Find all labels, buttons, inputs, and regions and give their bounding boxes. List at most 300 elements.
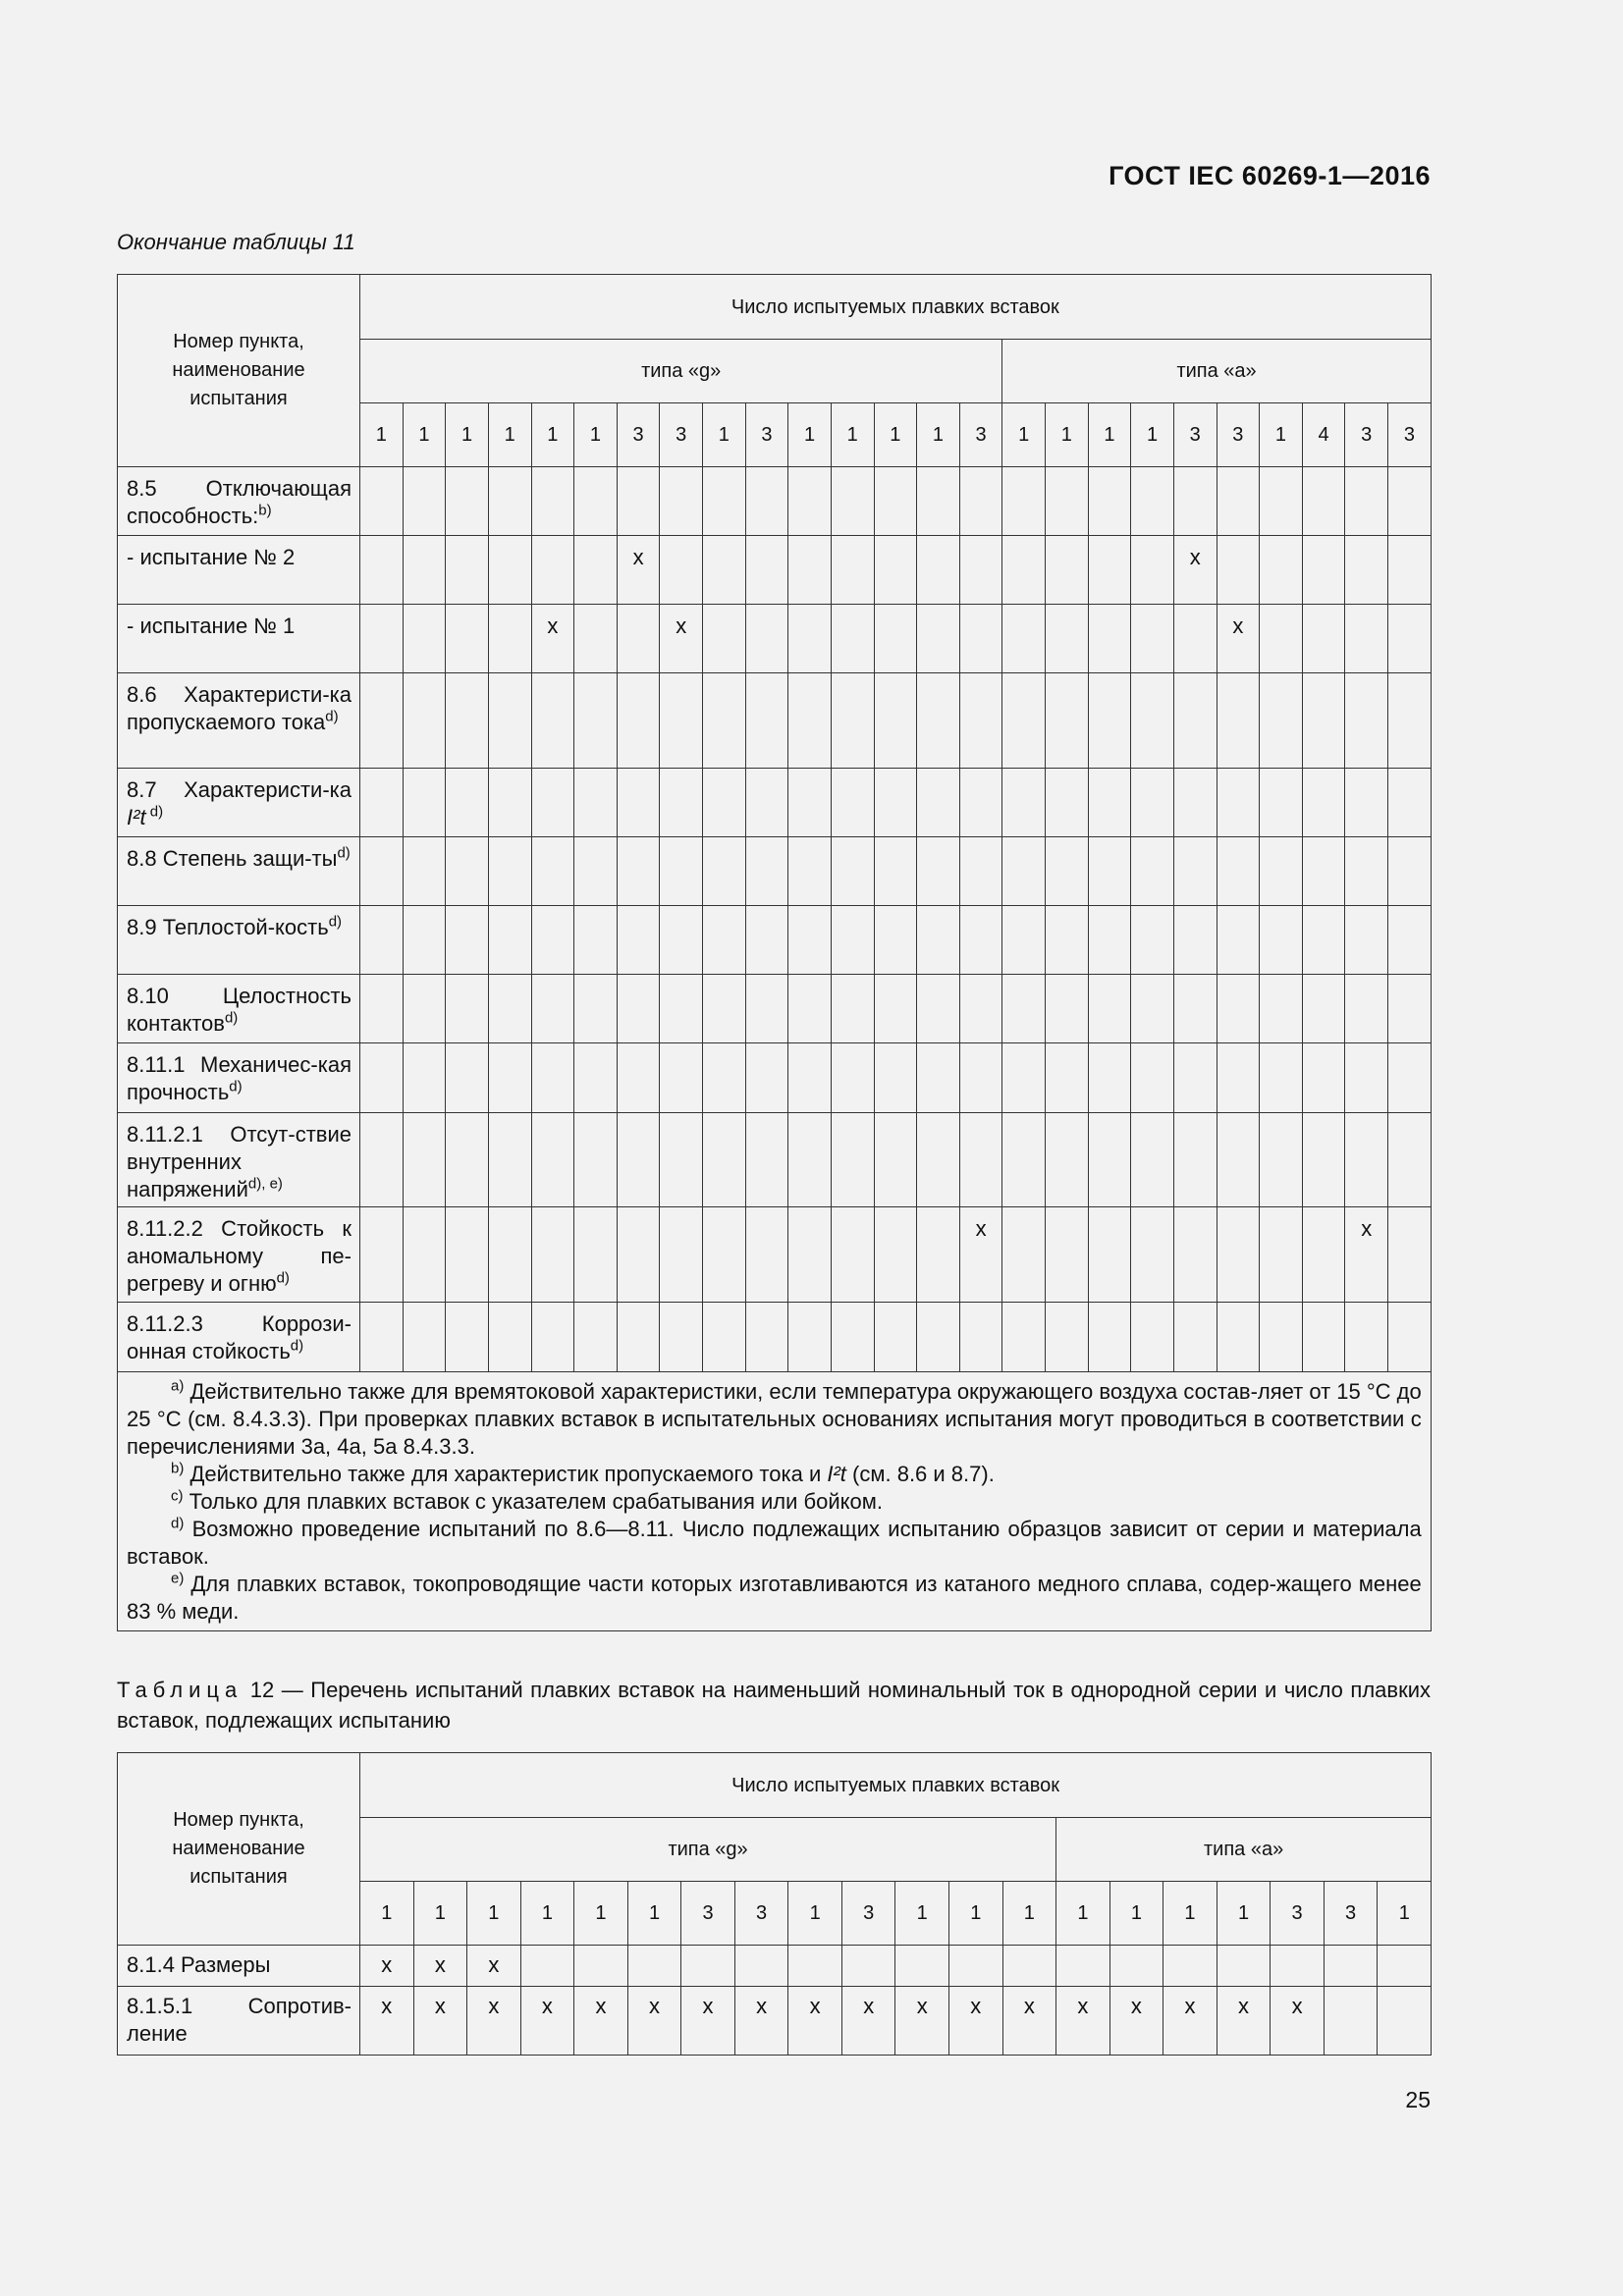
- test-mark-cell: [959, 1113, 1002, 1207]
- test-name-cell: [118, 1987, 360, 2056]
- test-mark-cell: x: [360, 1987, 414, 2056]
- test-mark-cell: [703, 1113, 746, 1207]
- test-mark-cell: [1345, 673, 1388, 769]
- test-name-cell: [118, 467, 360, 536]
- footnote-text-end: (см. 8.6 и 8.7).: [845, 1462, 995, 1486]
- test-mark-cell: [917, 673, 960, 769]
- test-mark-cell: [1345, 1113, 1388, 1207]
- test-mark-cell: [488, 605, 531, 673]
- sample-count-cell: 1: [467, 1882, 521, 1946]
- test-mark-cell: [917, 536, 960, 605]
- sample-count-cell: 1: [874, 403, 917, 467]
- test-mark-cell: [1217, 906, 1260, 975]
- footnote-marker: d): [171, 1515, 185, 1532]
- sample-count-cell: 3: [1324, 1882, 1378, 1946]
- test-mark-cell: [745, 605, 788, 673]
- type-g-header: типа «g»: [360, 1818, 1056, 1882]
- test-mark-cell: [1217, 673, 1260, 769]
- test-mark-cell: [734, 1946, 788, 1987]
- sample-count-cell: 3: [1271, 1882, 1325, 1946]
- test-mark-cell: [403, 1113, 446, 1207]
- test-mark-cell: [360, 906, 404, 975]
- test-mark-cell: x: [949, 1987, 1003, 2056]
- test-mark-cell: [788, 906, 832, 975]
- test-mark-cell: [1088, 1207, 1131, 1303]
- test-mark-cell: x: [734, 1987, 788, 2056]
- test-mark-cell: [703, 975, 746, 1043]
- test-mark-cell: [1173, 837, 1217, 906]
- test-mark-cell: [360, 837, 404, 906]
- test-mark-cell: [745, 906, 788, 975]
- test-mark-cell: x: [895, 1987, 949, 2056]
- test-mark-cell: [617, 1043, 660, 1113]
- test-mark-cell: [788, 837, 832, 906]
- test-mark-cell: [1173, 467, 1217, 536]
- test-mark-cell: [488, 467, 531, 536]
- sample-count-cell: 1: [446, 403, 489, 467]
- sample-count-cell: 1: [895, 1882, 949, 1946]
- test-mark-cell: [1260, 769, 1303, 837]
- sample-count-cell: 1: [1109, 1882, 1163, 1946]
- test-mark-cell: [1302, 1043, 1345, 1113]
- table-row: [118, 605, 1432, 673]
- sample-count-cell: 1: [574, 1882, 628, 1946]
- test-mark-cell: [360, 769, 404, 837]
- sample-count-cell: 4: [1302, 403, 1345, 467]
- test-mark-cell: [1002, 605, 1046, 673]
- test-mark-cell: [959, 1303, 1002, 1372]
- test-mark-cell: x: [617, 536, 660, 605]
- test-mark-cell: [1002, 1207, 1046, 1303]
- test-mark-cell: [1088, 1113, 1131, 1207]
- fuse-count-header: Число испытуемых плавких вставок: [360, 1753, 1432, 1818]
- test-mark-cell: x: [413, 1946, 467, 1987]
- test-mark-cell: [959, 673, 1002, 769]
- test-mark-cell: [745, 837, 788, 906]
- test-name: 8.11.1 Механичес-кая прочность: [127, 1052, 352, 1104]
- test-mark-cell: [831, 906, 874, 975]
- test-mark-cell: [788, 1207, 832, 1303]
- test-name: - испытание № 2: [127, 545, 296, 569]
- sample-count-cell: 1: [403, 403, 446, 467]
- test-mark-cell: [1388, 1043, 1432, 1113]
- test-mark-cell: [1088, 467, 1131, 536]
- test-mark-cell: [446, 1207, 489, 1303]
- test-mark-cell: x: [1271, 1987, 1325, 2056]
- test-mark-cell: [1131, 906, 1174, 975]
- sample-count-cell: 1: [949, 1882, 1003, 1946]
- test-mark-cell: [1302, 605, 1345, 673]
- test-mark-cell: [1302, 769, 1345, 837]
- test-mark-cell: [745, 1207, 788, 1303]
- table-row: [118, 1987, 1432, 2056]
- test-mark-cell: [745, 467, 788, 536]
- test-mark-cell: [788, 1113, 832, 1207]
- test-mark-cell: [1088, 673, 1131, 769]
- test-mark-cell: [360, 1113, 404, 1207]
- test-mark-cell: [1217, 837, 1260, 906]
- test-mark-cell: [745, 1043, 788, 1113]
- test-name: 8.8 Степень защи-ты: [127, 846, 338, 871]
- test-name: 8.10 Целостность контактов: [127, 984, 352, 1036]
- test-mark-cell: [617, 1207, 660, 1303]
- test-mark-cell: [874, 467, 917, 536]
- test-mark-cell: [831, 605, 874, 673]
- test-mark-cell: [1260, 1303, 1303, 1372]
- test-mark-cell: [1302, 467, 1345, 536]
- test-name-cell: [118, 1207, 360, 1303]
- test-mark-cell: x: [413, 1987, 467, 2056]
- test-name: 8.1.4 Размеры: [127, 1952, 271, 1977]
- test-mark-cell: [917, 906, 960, 975]
- test-name-cell: [118, 837, 360, 906]
- test-mark-cell: [703, 605, 746, 673]
- table-12: [117, 1752, 1432, 2056]
- test-mark-cell: x: [1056, 1987, 1110, 2056]
- test-name: 8.11.2.1 Отсут-ствие внутренних напряжений: [127, 1122, 352, 1201]
- test-mark-cell: [1302, 906, 1345, 975]
- test-mark-cell: [1173, 1113, 1217, 1207]
- test-mark-cell: [1302, 1303, 1345, 1372]
- footnote-ref: d): [229, 1078, 243, 1095]
- test-mark-cell: [1046, 673, 1089, 769]
- test-mark-cell: [1002, 975, 1046, 1043]
- type-g-header: типа «g»: [360, 340, 1002, 403]
- test-mark-cell: [1002, 1113, 1046, 1207]
- table-row: [118, 467, 1432, 536]
- test-mark-cell: [520, 1946, 574, 1987]
- test-mark-cell: x: [627, 1987, 681, 2056]
- footnote-ref: d): [328, 913, 343, 931]
- test-mark-cell: [488, 1113, 531, 1207]
- footnote-text: Действительно также для времятоковой характеристики, если температура окружающего воздуха состав-ляет от 15 °С до 25 °С (см. 8.4.3.3). При проверках плавких вставок в испытательных основаниях испытания могут проводиться в соответствии с перечислениями 3а, 4а, 5а 8.4.3.3.: [127, 1379, 1422, 1459]
- test-mark-cell: [959, 605, 1002, 673]
- test-mark-cell: [617, 1113, 660, 1207]
- test-mark-cell: [703, 769, 746, 837]
- sample-count-cell: 1: [413, 1882, 467, 1946]
- test-mark-cell: [1163, 1946, 1217, 1987]
- test-mark-cell: [660, 1113, 703, 1207]
- sample-count-cell: 3: [1388, 403, 1432, 467]
- test-mark-cell: x: [841, 1987, 895, 2056]
- sample-count-cell: 1: [1163, 1882, 1217, 1946]
- test-mark-cell: [874, 1303, 917, 1372]
- test-mark-cell: [1345, 1043, 1388, 1113]
- test-mark-cell: x: [467, 1987, 521, 2056]
- sample-count-cell: 1: [1002, 403, 1046, 467]
- footnote: [127, 1461, 1422, 1488]
- sample-count-cell: 3: [681, 1882, 735, 1946]
- test-mark-cell: [959, 467, 1002, 536]
- test-mark-cell: [1088, 536, 1131, 605]
- test-mark-cell: [1131, 1303, 1174, 1372]
- test-mark-cell: [788, 536, 832, 605]
- test-name-cell: [118, 1946, 360, 1987]
- test-mark-cell: [831, 536, 874, 605]
- test-mark-cell: [1388, 1303, 1432, 1372]
- test-mark-cell: [681, 1946, 735, 1987]
- test-mark-cell: [1260, 1207, 1303, 1303]
- test-mark-cell: [403, 1207, 446, 1303]
- test-mark-cell: [1378, 1987, 1432, 2056]
- sample-count-cell: 1: [788, 1882, 842, 1946]
- test-mark-cell: [1046, 1303, 1089, 1372]
- test-mark-cell: [1056, 1946, 1110, 1987]
- sample-count-cell: 3: [745, 403, 788, 467]
- table-row: [118, 1946, 1432, 1987]
- test-mark-cell: [874, 1043, 917, 1113]
- sample-count-cell: 1: [1260, 403, 1303, 467]
- test-mark-cell: [1046, 906, 1089, 975]
- test-mark-cell: x: [1163, 1987, 1217, 2056]
- test-mark-cell: [617, 906, 660, 975]
- test-mark-cell: [1131, 1043, 1174, 1113]
- test-name-cell: [118, 536, 360, 605]
- test-mark-cell: [1046, 1113, 1089, 1207]
- test-mark-cell: [1131, 837, 1174, 906]
- test-mark-cell: [1131, 975, 1174, 1043]
- test-mark-cell: [959, 906, 1002, 975]
- test-mark-cell: [1388, 605, 1432, 673]
- test-mark-cell: [446, 536, 489, 605]
- sample-count-cell: 1: [574, 403, 618, 467]
- footnote-marker: b): [171, 1460, 185, 1477]
- test-mark-cell: [1302, 673, 1345, 769]
- test-mark-cell: [959, 1043, 1002, 1113]
- test-mark-cell: x: [574, 1987, 628, 2056]
- test-mark-cell: [574, 536, 618, 605]
- test-name: 8.7 Характеристи-ка: [127, 777, 352, 802]
- standard-designation: ГОСТ IEC 60269-1—2016: [1109, 161, 1431, 190]
- test-mark-cell: [574, 1113, 618, 1207]
- test-mark-cell: [660, 536, 703, 605]
- test-mark-cell: [1002, 673, 1046, 769]
- test-mark-cell: [917, 1113, 960, 1207]
- test-mark-cell: x: [360, 1946, 414, 1987]
- sample-count-cell: 1: [1046, 403, 1089, 467]
- sample-count-cell: 1: [831, 403, 874, 467]
- test-mark-cell: [1046, 769, 1089, 837]
- test-mark-cell: [360, 1303, 404, 1372]
- test-mark-cell: [703, 1303, 746, 1372]
- test-mark-cell: [1217, 975, 1260, 1043]
- type-a-header: типа «a»: [1002, 340, 1431, 403]
- test-mark-cell: [1260, 467, 1303, 536]
- test-mark-cell: [531, 1043, 574, 1113]
- test-mark-cell: [574, 1303, 618, 1372]
- test-mark-cell: [1260, 536, 1303, 605]
- sample-count-cell: 1: [1378, 1882, 1432, 1946]
- test-mark-cell: [831, 467, 874, 536]
- test-mark-cell: [403, 906, 446, 975]
- test-mark-cell: [874, 673, 917, 769]
- table-footnotes: [118, 1372, 1432, 1631]
- test-mark-cell: [1131, 605, 1174, 673]
- test-mark-cell: [617, 975, 660, 1043]
- test-mark-cell: [1131, 467, 1174, 536]
- test-mark-cell: x: [1109, 1987, 1163, 2056]
- test-mark-cell: [1173, 673, 1217, 769]
- test-mark-cell: [745, 673, 788, 769]
- test-mark-cell: [488, 906, 531, 975]
- sample-count-cell: 1: [1056, 1882, 1110, 1946]
- type-a-header: типа «a»: [1056, 1818, 1432, 1882]
- test-name-cell: [118, 1043, 360, 1113]
- test-mark-cell: [1388, 1207, 1432, 1303]
- test-mark-cell: x: [1002, 1987, 1056, 2056]
- test-mark-cell: [1088, 605, 1131, 673]
- sample-count-cell: 1: [627, 1882, 681, 1946]
- test-mark-cell: [788, 1946, 842, 1987]
- test-mark-cell: [831, 769, 874, 837]
- test-mark-cell: [403, 1043, 446, 1113]
- test-mark-cell: [531, 1303, 574, 1372]
- test-mark-cell: [1260, 605, 1303, 673]
- sample-count-cell: 3: [617, 403, 660, 467]
- test-mark-cell: [488, 1303, 531, 1372]
- sample-count-cell: 1: [1131, 403, 1174, 467]
- test-mark-cell: [874, 837, 917, 906]
- test-mark-cell: [831, 673, 874, 769]
- test-mark-cell: [446, 769, 489, 837]
- test-mark-cell: [1131, 536, 1174, 605]
- test-mark-cell: [917, 467, 960, 536]
- table-row: [118, 837, 1432, 906]
- test-mark-cell: [1302, 975, 1345, 1043]
- table-row: [118, 536, 1432, 605]
- page-number: 25: [1405, 2087, 1431, 2112]
- test-mark-cell: [446, 1113, 489, 1207]
- test-mark-cell: [403, 673, 446, 769]
- test-mark-cell: [1131, 769, 1174, 837]
- test-mark-cell: [788, 673, 832, 769]
- test-mark-cell: [895, 1946, 949, 1987]
- test-mark-cell: [788, 1303, 832, 1372]
- footnote: [127, 1571, 1422, 1626]
- test-mark-cell: [617, 673, 660, 769]
- test-mark-cell: x: [531, 605, 574, 673]
- test-mark-cell: [917, 1303, 960, 1372]
- test-mark-cell: [360, 1207, 404, 1303]
- test-mark-cell: [1046, 975, 1089, 1043]
- test-mark-cell: [1131, 1113, 1174, 1207]
- test-mark-cell: [531, 467, 574, 536]
- test-mark-cell: [531, 837, 574, 906]
- test-mark-cell: [360, 605, 404, 673]
- test-name: 8.6 Характеристи-ка пропускаемого тока: [127, 682, 352, 734]
- test-mark-cell: [660, 1303, 703, 1372]
- sample-count-cell: 1: [917, 403, 960, 467]
- test-mark-cell: [574, 837, 618, 906]
- test-mark-cell: [488, 837, 531, 906]
- test-mark-cell: [959, 536, 1002, 605]
- table-row: [118, 1303, 1432, 1372]
- test-mark-cell: [627, 1946, 681, 1987]
- test-mark-cell: [874, 536, 917, 605]
- test-mark-cell: [1260, 906, 1303, 975]
- test-mark-cell: [446, 1043, 489, 1113]
- test-mark-cell: [660, 1207, 703, 1303]
- test-mark-cell: [703, 536, 746, 605]
- test-mark-cell: x: [959, 1207, 1002, 1303]
- test-mark-cell: [360, 975, 404, 1043]
- test-mark-cell: [1388, 536, 1432, 605]
- test-mark-cell: [1173, 1303, 1217, 1372]
- test-mark-cell: [1002, 906, 1046, 975]
- test-mark-cell: [574, 975, 618, 1043]
- test-mark-cell: [660, 769, 703, 837]
- test-mark-cell: [1173, 906, 1217, 975]
- test-mark-cell: [831, 1303, 874, 1372]
- test-name: - испытание № 1: [127, 614, 296, 638]
- sample-count-cell: 1: [488, 403, 531, 467]
- table12-caption-word: Таблица: [117, 1678, 243, 1702]
- test-mark-cell: [1088, 769, 1131, 837]
- test-mark-cell: [617, 1303, 660, 1372]
- test-mark-cell: [1345, 906, 1388, 975]
- test-mark-cell: [1388, 837, 1432, 906]
- test-mark-cell: [531, 906, 574, 975]
- test-mark-cell: [703, 673, 746, 769]
- test-name: 8.11.2.3 Коррози-онная стойкость: [127, 1311, 352, 1363]
- test-mark-cell: [1388, 906, 1432, 975]
- footnote-symbol: I²t: [827, 1462, 846, 1486]
- test-mark-cell: [1271, 1946, 1325, 1987]
- fuse-count-header: Число испытуемых плавких вставок: [360, 275, 1432, 340]
- test-mark-cell: [1002, 1946, 1056, 1987]
- test-mark-cell: [360, 673, 404, 769]
- test-name-cell: [118, 906, 360, 975]
- test-mark-cell: [874, 906, 917, 975]
- test-mark-cell: [1345, 605, 1388, 673]
- test-mark-cell: [745, 1303, 788, 1372]
- test-mark-cell: [1260, 673, 1303, 769]
- test-mark-cell: x: [660, 605, 703, 673]
- test-mark-cell: x: [467, 1946, 521, 1987]
- test-mark-cell: [1388, 673, 1432, 769]
- test-mark-cell: [1173, 769, 1217, 837]
- test-mark-cell: [1217, 1113, 1260, 1207]
- test-mark-cell: [531, 975, 574, 1043]
- test-mark-cell: [703, 1043, 746, 1113]
- test-name-cell: [118, 769, 360, 837]
- footnote-ref: b): [258, 502, 272, 519]
- test-mark-cell: [703, 837, 746, 906]
- test-mark-cell: [660, 673, 703, 769]
- test-mark-cell: [959, 975, 1002, 1043]
- test-mark-cell: [574, 605, 618, 673]
- test-mark-cell: [1131, 673, 1174, 769]
- sample-count-cell: 3: [734, 1882, 788, 1946]
- table11-caption: Окончание таблицы 11: [117, 230, 355, 254]
- test-mark-cell: [1088, 975, 1131, 1043]
- test-mark-cell: [660, 837, 703, 906]
- test-mark-cell: [1002, 1303, 1046, 1372]
- table-row: [118, 906, 1432, 975]
- sample-count-cell: 1: [703, 403, 746, 467]
- test-mark-cell: [831, 975, 874, 1043]
- test-mark-cell: [1173, 975, 1217, 1043]
- test-mark-cell: [703, 467, 746, 536]
- test-mark-cell: [1217, 1207, 1260, 1303]
- test-mark-cell: [831, 837, 874, 906]
- sample-count-cell: 3: [1217, 403, 1260, 467]
- test-mark-cell: [788, 605, 832, 673]
- test-mark-cell: [1260, 975, 1303, 1043]
- test-mark-cell: [874, 769, 917, 837]
- test-mark-cell: [1217, 1043, 1260, 1113]
- test-mark-cell: [360, 1043, 404, 1113]
